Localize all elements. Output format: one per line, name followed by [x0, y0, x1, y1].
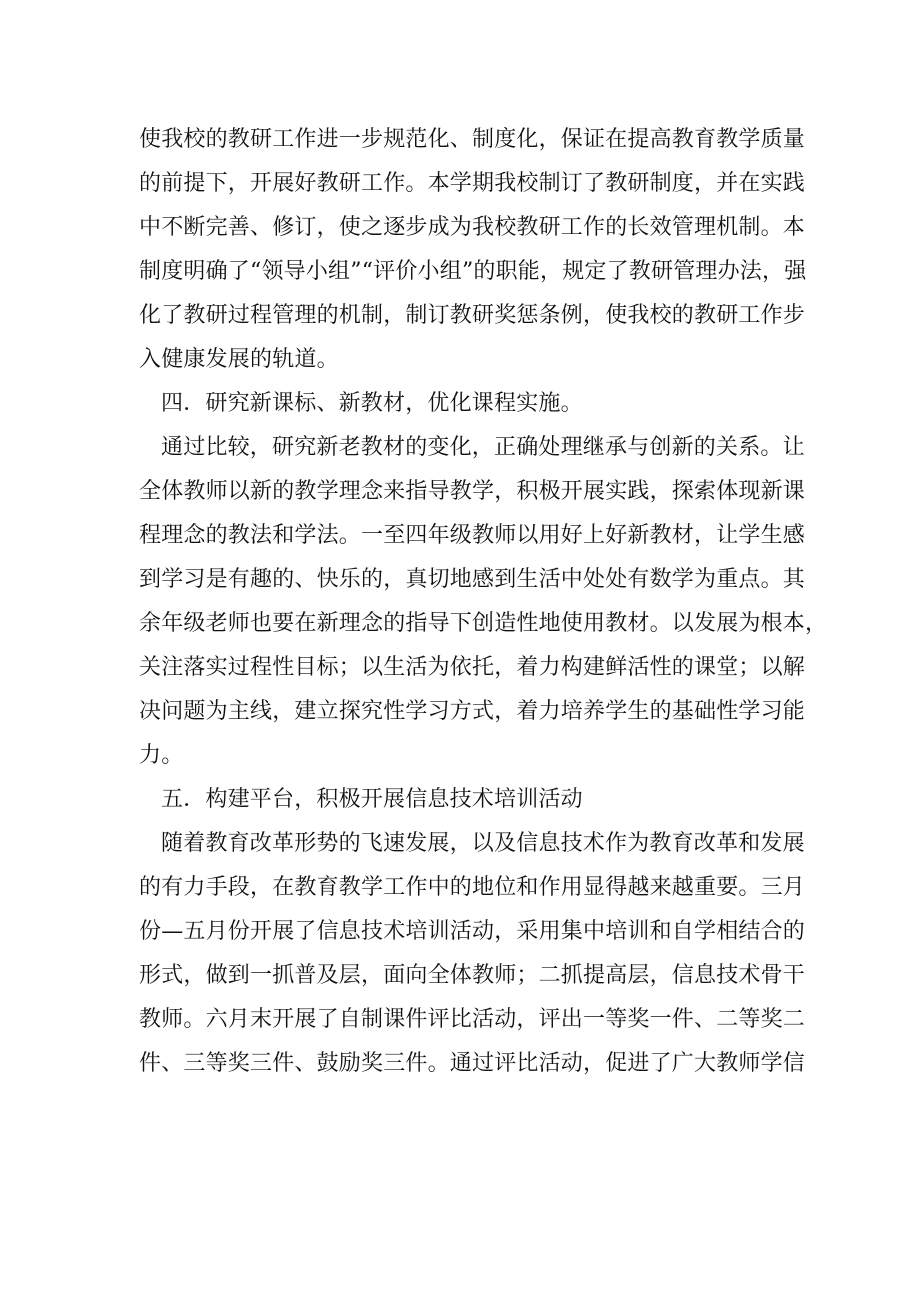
- paragraph-line: 制度明确了“领导小组”“评价小组”的职能，规定了教研管理办法，强: [139, 259, 807, 284]
- paragraph-line: 随着教育改革形势的飞速发展，以及信息技术作为教育改革和发展: [161, 831, 805, 856]
- paragraph-line: 通过比较，研究新老教材的变化，正确处理继承与创新的关系。让: [161, 435, 805, 460]
- paragraph-line: 教师。六月末开展了自制课件评比活动，评出一等奖一件、二等奖二: [139, 1007, 806, 1032]
- paragraph-line: 全体教师以新的教学理念来指导教学，积极开展实践，探索体现新课: [139, 479, 806, 504]
- section-heading-5: 五．构建平台，积极开展信息技术培训活动: [161, 787, 583, 812]
- paragraph-line: 的前提下，开展好教研工作。本学期我校制订了教研制度，并在实践: [139, 171, 806, 196]
- paragraph-line: 余年级老师也要在新理念的指导下创造性地使用教材。以发展为根本，: [139, 611, 828, 636]
- paragraph-line: 关注落实过程性目标；以生活为依托，着力构建鲜活性的课堂；以解: [139, 655, 806, 680]
- paragraph-line: 决问题为主线，建立探究性学习方式，着力培养学生的基础性学习能: [139, 699, 806, 724]
- paragraph-line: 使我校的教研工作进一步规范化、制度化，保证在提高教育教学质量: [139, 127, 806, 152]
- paragraph-line: 形式，做到一抓普及层，面向全体教师；二抓提高层，信息技术骨干: [139, 963, 806, 988]
- paragraph-line: 入健康发展的轨道。: [139, 347, 339, 372]
- paragraph-line: 中不断完善、修订，使之逐步成为我校教研工作的长效管理机制。本: [139, 215, 806, 240]
- paragraph-line: 份—五月份开展了信息技术培训活动，采用集中培训和自学相结合的: [139, 919, 806, 944]
- paragraph-line: 件、三等奖三件、鼓励奖三件。通过评比活动，促进了广大教师学信: [139, 1051, 806, 1076]
- paragraph-line: 力。: [139, 743, 184, 768]
- paragraph-line: 化了教研过程管理的机制，制订教研奖惩条例，使我校的教研工作步: [139, 303, 806, 328]
- paragraph-line: 的有力手段，在教育教学工作中的地位和作用显得越来越重要。三月: [139, 875, 806, 900]
- paragraph-line: 到学习是有趣的、快乐的，真切地感到生活中处处有数学为重点。其: [139, 567, 806, 592]
- paragraph-line: 程理念的教法和学法。一至四年级教师以用好上好新教材，让学生感: [139, 523, 806, 548]
- section-heading-4: 四．研究新课标、新教材，优化课程实施。: [161, 391, 583, 416]
